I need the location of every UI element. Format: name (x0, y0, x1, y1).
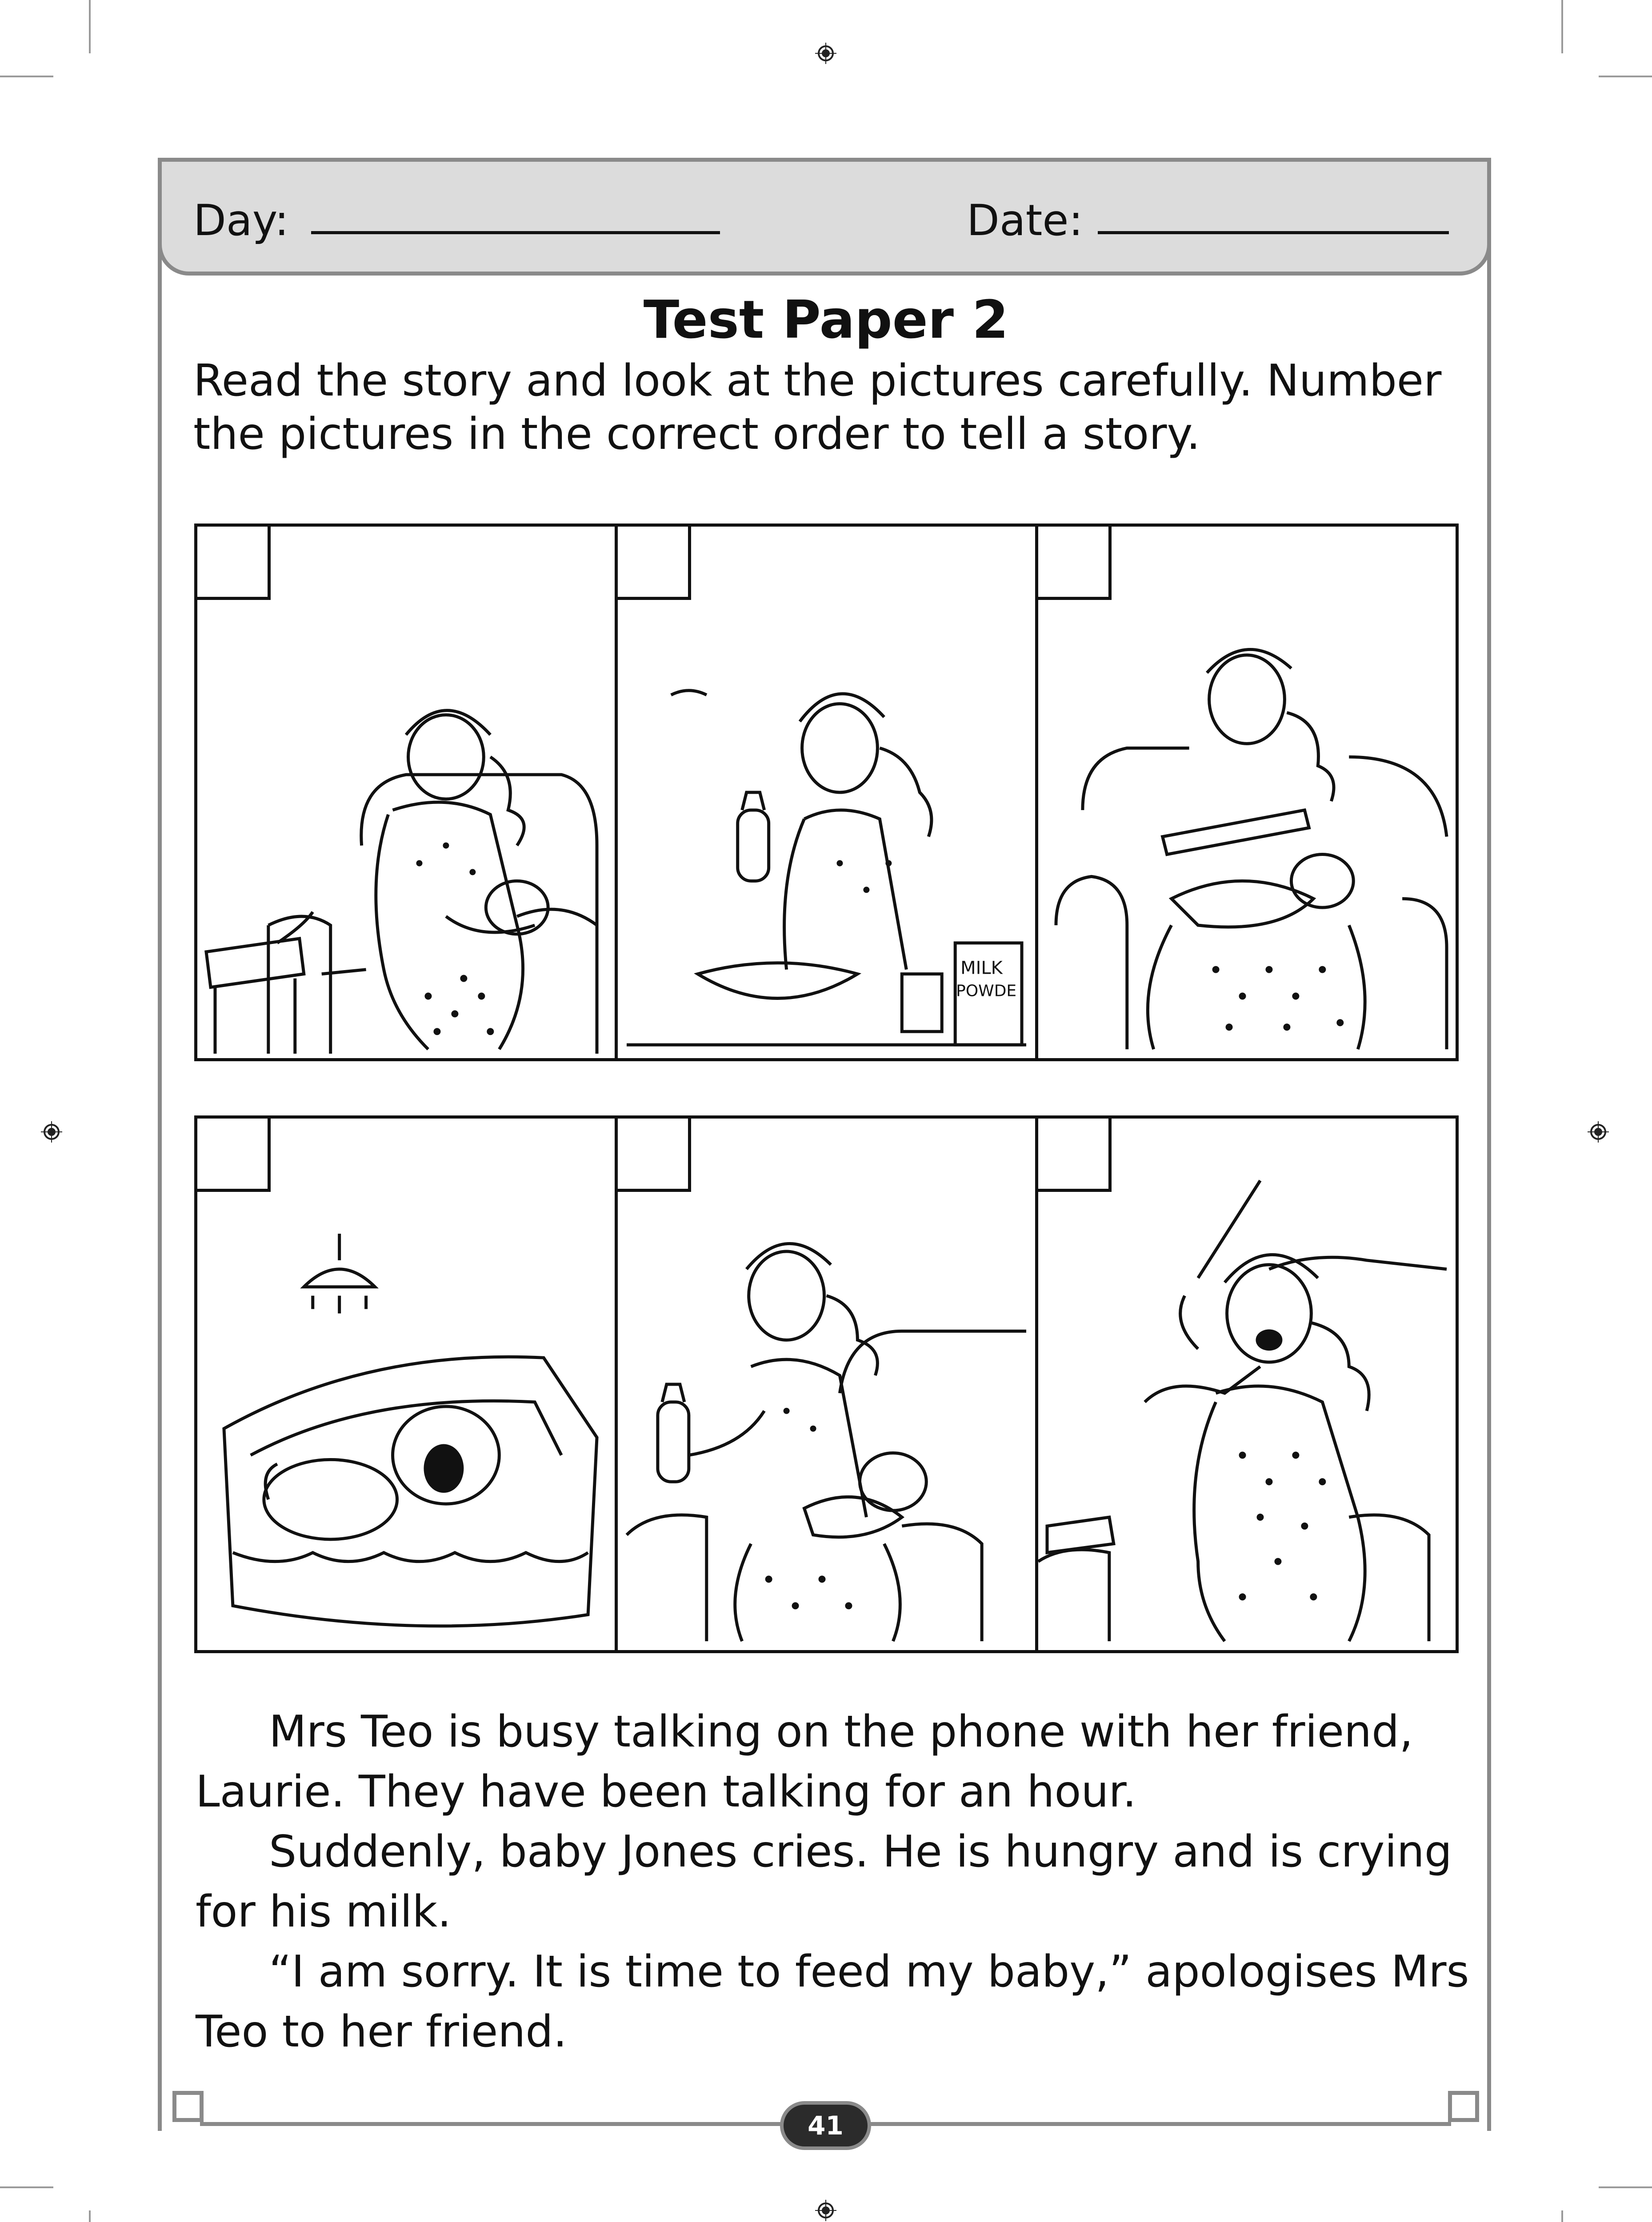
bottom-border (869, 2122, 1451, 2126)
registration-mark-icon (1588, 1121, 1609, 1143)
date-answer-line[interactable] (1098, 231, 1449, 234)
baby-crying-in-cot-illustration (197, 1119, 615, 1650)
instruction-line: Read the story and look at the pictures carefully. Number (193, 356, 1442, 406)
day-answer-line[interactable] (311, 231, 720, 234)
picture-panel (618, 527, 1038, 1058)
bottom-border (200, 2122, 782, 2126)
mother-talking-on-phone-illustration (1038, 1119, 1456, 1650)
story-line: Laurie. They have been talking for an hour. (196, 1766, 1136, 1817)
picture-panel (197, 527, 618, 1058)
picture-panel (1038, 1119, 1456, 1650)
crop-mark (1561, 0, 1563, 53)
day-label: Day: (193, 196, 289, 245)
story-line: “I am sorry. It is time to feed my baby,” apologises Mrs (269, 1946, 1469, 1997)
crop-mark (89, 0, 91, 53)
corner-ornament (172, 2091, 204, 2122)
milk-tin-label: POWDE (956, 982, 1017, 1000)
registration-mark-icon (815, 43, 836, 64)
crop-mark (1561, 2210, 1563, 2222)
milk-tin-label: MILK (960, 958, 1003, 979)
crop-mark (0, 2186, 53, 2188)
registration-mark-icon (815, 2200, 836, 2221)
page-title: Test Paper 2 (643, 289, 1009, 350)
crop-mark (0, 76, 53, 77)
picture-row-top (194, 524, 1459, 1061)
registration-mark-icon (41, 1121, 62, 1143)
crop-mark (1599, 76, 1652, 77)
date-label: Date: (967, 196, 1083, 245)
picture-row-bottom (194, 1115, 1459, 1653)
corner-ornament (1448, 2091, 1479, 2122)
mother-preparing-milk-illustration (618, 527, 1035, 1058)
picture-panel (197, 1119, 618, 1650)
crop-mark (89, 2210, 91, 2222)
instruction-line: the pictures in the correct order to tell a story. (193, 409, 1200, 460)
header-band (158, 158, 1491, 276)
mother-feeding-baby-on-phone-illustration (197, 527, 615, 1058)
mother-with-bottle-and-baby-illustration (618, 1119, 1035, 1650)
picture-panel (618, 1119, 1038, 1650)
crop-mark (1599, 2186, 1652, 2188)
story-line: Mrs Teo is busy talking on the phone with her friend, (269, 1706, 1413, 1757)
page-number: 41 (780, 2101, 871, 2150)
story-line: for his milk. (196, 1886, 452, 1937)
mother-bottle-feeding-baby-illustration (1038, 527, 1456, 1058)
story-line: Teo to her friend. (196, 2006, 567, 2057)
story-line: Suddenly, baby Jones cries. He is hungry and is crying (269, 1826, 1452, 1877)
picture-panel (1038, 527, 1456, 1058)
